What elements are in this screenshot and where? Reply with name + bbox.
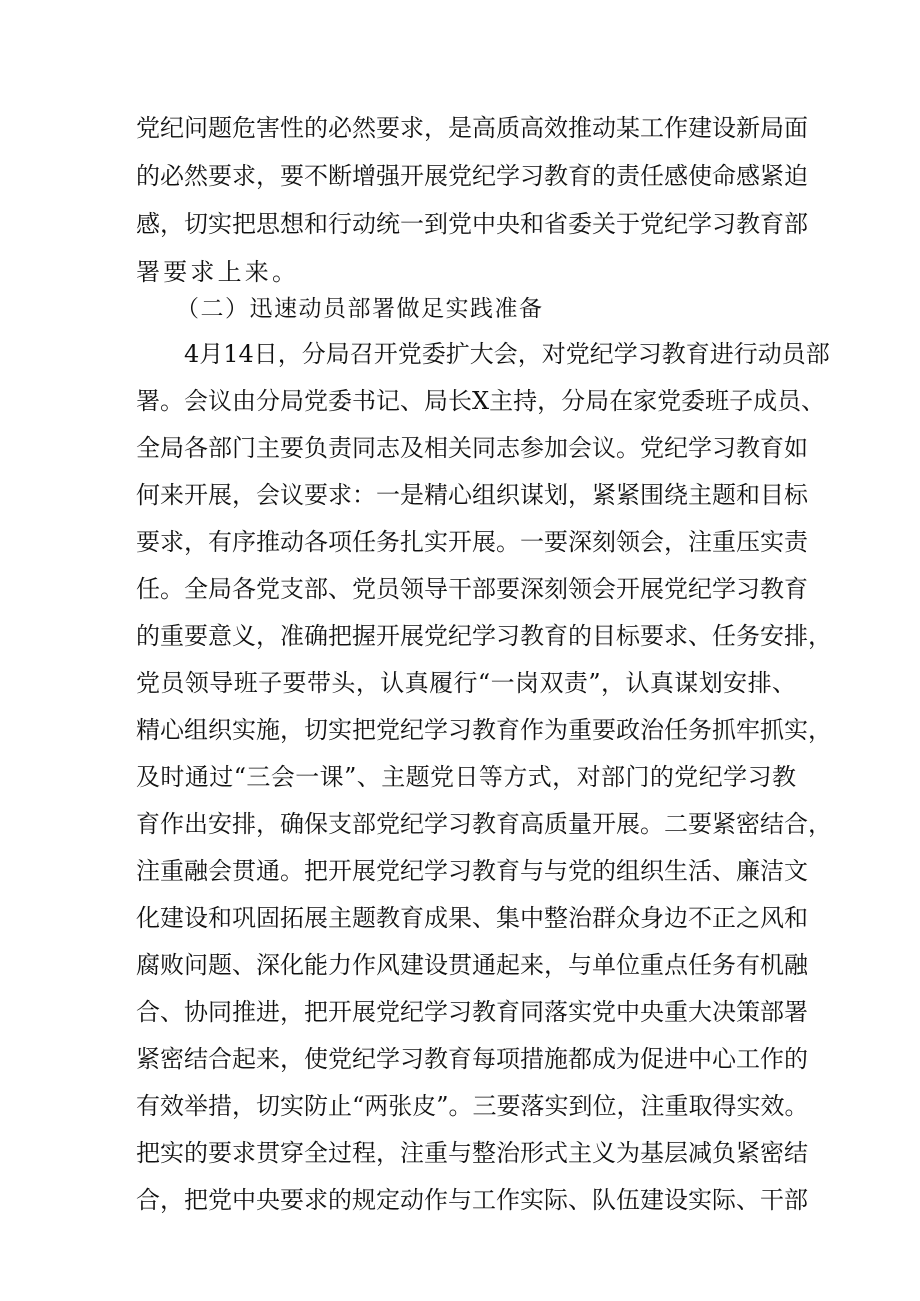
text-line: 党纪问题危害性的必然要求，是高质高效推动某工作建设新局面 [136,114,808,142]
text-line: 的必然要求，要不断增强开展党纪学习教育的责任感使命感紧迫 [136,162,808,190]
text-line: 合、协同推进，把开展党纪学习教育同落实党中央重大决策部署 [136,998,808,1026]
text-line: 合，把党中央要求的规定动作与工作实际、队伍建设实际、干部 [136,1186,808,1214]
text-line: 育作出安排，确保支部党纪学习教育高质量开展。二要紧密结合， [136,810,832,838]
text-line: 注重融会贯通。把开展党纪学习教育与与党的组织生活、廉洁文 [136,857,808,885]
text-line: 感，切实把思想和行动统一到党中央和省委关于党纪学习教育部 [136,210,808,238]
text-line: 署。会议由分局党委书记、局长X主持，分局在家党委班子成员、 [136,387,826,415]
text-line: 腐败问题、深化能力作风建设贯通起来，与单位重点任务有机融 [136,951,808,979]
text-line: 精心组织实施，切实把党纪学习教育作为重要政治任务抓牢抓实， [136,716,832,744]
text-line: 有效举措，切实防止“两张皮”。三要落实到位，注重取得实效。 [136,1092,809,1120]
text-line: 的重要意义，准确把握开展党纪学习教育的目标要求、任务安排， [136,622,832,650]
text-line: 何来开展，会议要求：一是精心组织谋划，紧紧围绕主题和目标 [136,481,808,509]
text-line: 把实的要求贯穿全过程，注重与整治形式主义为基层减负紧密结 [136,1139,808,1167]
text-line: 署要求上来。 [136,258,300,286]
text-line: 全局各部门主要负责同志及相关同志参加会议。党纪学习教育如 [136,434,808,462]
section-heading: （二）迅速动员部署做足实践准备 [176,296,544,322]
text-line: 化建设和巩固拓展主题教育成果、集中整治群众身边不正之风和 [136,904,808,932]
text-line: 党员领导班子要带头，认真履行“一岗双责”，认真谋划安排、 [136,669,796,697]
text-line: 4月14日，分局召开党委扩大会，对党纪学习教育进行动员部 [184,340,830,368]
text-line: 任。全局各党支部、党员领导干部要深刻领会开展党纪学习教育 [136,575,808,603]
text-line: 要求，有序推动各项任务扎实开展。一要深刻领会，注重压实责 [136,528,808,556]
text-line: 及时通过“三会一课”、主题党日等方式，对部门的党纪学习教 [136,763,796,791]
text-line: 紧密结合起来，使党纪学习教育每项措施都成为促进中心工作的 [136,1045,808,1073]
